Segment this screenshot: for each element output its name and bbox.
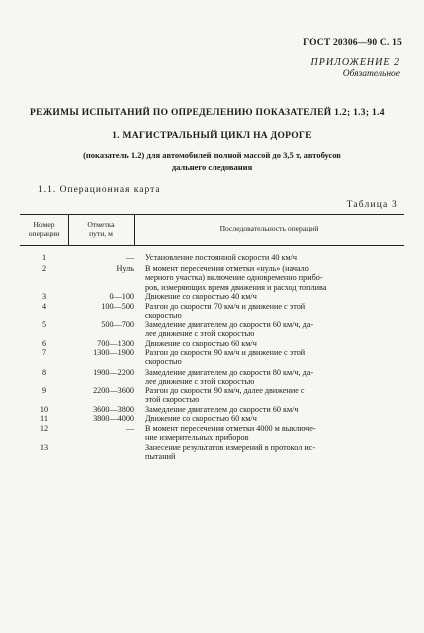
operation-number: 13 bbox=[39, 443, 49, 452]
operation-description bbox=[145, 424, 403, 443]
table-number: Таблица 3 bbox=[346, 200, 398, 210]
operation-number: 9 bbox=[41, 386, 47, 395]
description-line: Разгон до скорости 90 км/ч и движение с этой bbox=[145, 348, 306, 357]
path-mark: 500—700 bbox=[101, 320, 134, 329]
operation-number: 1 bbox=[41, 253, 47, 262]
operation-description bbox=[145, 443, 403, 462]
description-line: ров, измеряющих время движения и расход топлива bbox=[145, 282, 327, 292]
path-mark: 2200—3600 bbox=[93, 386, 134, 395]
path-mark: — bbox=[125, 253, 134, 262]
description-line: Движение со скоростью 60 км/ч bbox=[145, 414, 257, 423]
operation-description bbox=[145, 386, 403, 405]
path-mark: — bbox=[125, 424, 134, 433]
operation-description bbox=[145, 292, 403, 301]
appendix-title: ПРИЛОЖЕНИЕ 2 bbox=[310, 57, 400, 68]
operation-number: 4 bbox=[41, 302, 47, 311]
document-title: РЕЖИМЫ ИСПЫТАНИЙ ПО ОПРЕДЕЛЕНИЮ ПОКАЗАТЕЛЕЙ 1.2; 1.3; 1.4 bbox=[30, 108, 385, 118]
description-line: скоростью bbox=[145, 311, 182, 321]
description-line: лее движение с этой скоростью bbox=[145, 377, 255, 387]
path-mark: 100—500 bbox=[101, 302, 134, 311]
operation-number: 6 bbox=[41, 339, 47, 348]
operation-description bbox=[145, 414, 403, 423]
description-line: пытаний bbox=[145, 452, 176, 462]
operation-number: 10 bbox=[39, 405, 49, 414]
operation-description bbox=[145, 339, 403, 348]
operation-number: 8 bbox=[41, 368, 47, 377]
description-line: Установление постоянной скорости 40 км/ч bbox=[145, 253, 298, 262]
path-mark: 0—100 bbox=[109, 292, 134, 301]
operation-number: 11 bbox=[40, 414, 48, 423]
operation-description bbox=[145, 264, 403, 292]
operation-description bbox=[145, 405, 403, 414]
operation-number: 5 bbox=[41, 320, 47, 329]
operation-description bbox=[145, 368, 403, 387]
description-line: лее движение с этой скоростью bbox=[145, 329, 255, 339]
table-top-border bbox=[20, 214, 404, 215]
description-line: мерного участка) включение одновременно прибо- bbox=[145, 273, 323, 283]
description-line: Разгон до скорости 70 км/ч и движение с этой bbox=[145, 302, 306, 311]
header-operation-no: Номер операции bbox=[28, 220, 60, 238]
operation-description bbox=[145, 348, 403, 367]
path-mark: 700—1300 bbox=[97, 339, 134, 348]
path-mark: 1300—1900 bbox=[93, 348, 134, 357]
operation-number: 3 bbox=[41, 292, 47, 301]
description-line: Разгон до скорости 90 км/ч, далее движение с bbox=[145, 386, 305, 395]
operation-description bbox=[145, 253, 403, 262]
description-line: В момент пересечения отметки 4000 м выключе- bbox=[145, 424, 316, 433]
description-line: этой скоростью bbox=[145, 395, 200, 405]
caption-line-2: дальнего следования bbox=[171, 162, 253, 172]
description-line: В момент пересечения отметки «нуль» (начало bbox=[145, 264, 309, 273]
operation-description bbox=[145, 302, 403, 321]
description-line: Замедление двигателем до скорости 60 км/ч, да- bbox=[145, 320, 314, 329]
operation-number: 2 bbox=[41, 264, 47, 273]
header-path-mark: Отметка пути, м bbox=[87, 220, 115, 238]
description-line: Движение со скоростью 40 км/ч bbox=[145, 292, 257, 301]
operation-number: 7 bbox=[41, 348, 47, 357]
description-line: ние измерительных приборов bbox=[145, 433, 249, 443]
path-mark: Нуль bbox=[116, 264, 134, 273]
description-line: скоростью bbox=[145, 357, 182, 367]
path-mark: 1900—2200 bbox=[93, 368, 134, 377]
path-mark: 3600—3800 bbox=[93, 405, 134, 414]
caption-line-1: (показатель 1.2) для автомобилей полной массой до 3,5 т, автобусов bbox=[83, 150, 341, 160]
table-header-border bbox=[20, 245, 404, 246]
appendix-status: Обязательное bbox=[342, 69, 400, 79]
operation-number: 12 bbox=[39, 424, 49, 433]
description-line: Движение со скоростью 60 км/ч bbox=[145, 339, 257, 348]
description-line: Замедление двигателем до скорости 60 км/ч bbox=[145, 405, 299, 414]
page-header: ГОСТ 20306—90 С. 15 bbox=[303, 38, 402, 48]
section-heading: 1. МАГИСТРАЛЬНЫЙ ЦИКЛ НА ДОРОГЕ bbox=[112, 131, 312, 141]
description-line: Занесение результатов измерений в протокол ис- bbox=[145, 443, 316, 452]
description-line: Замедление двигателем до скорости 80 км/ч, да- bbox=[145, 368, 314, 377]
operation-description bbox=[145, 320, 403, 339]
subsection-heading: 1.1. Операционная карта bbox=[38, 185, 161, 195]
header-operations: Последовательность операций bbox=[219, 224, 319, 233]
path-mark: 3800—4000 bbox=[93, 414, 134, 423]
